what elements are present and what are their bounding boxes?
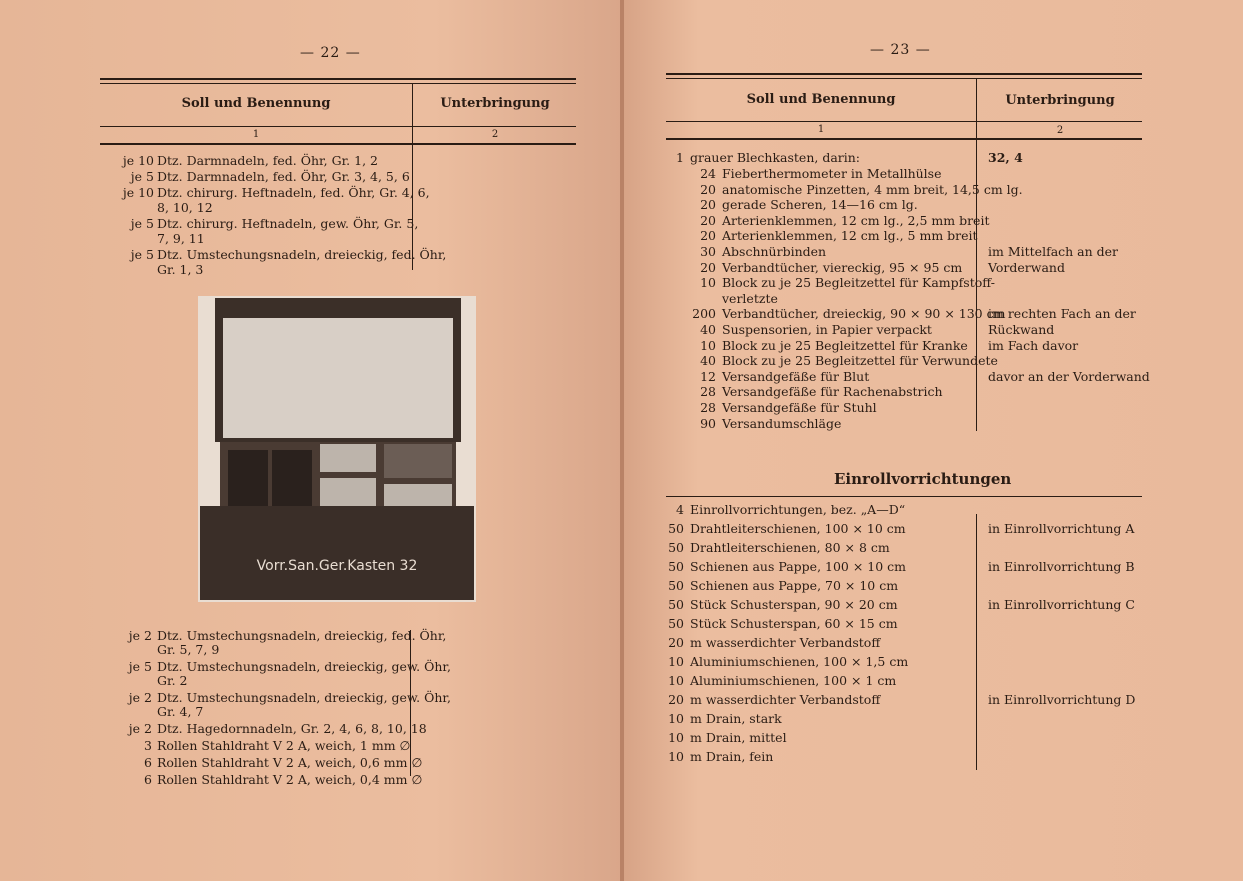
box-label: Vorr.San.Ger.Kasten 32 — [256, 558, 418, 574]
column-header-2: Unterbringung — [440, 96, 550, 111]
item-text: m wasserdichter Verbandstoff — [690, 692, 881, 707]
item-text: Stück Schusterspan, 60 × 15 cm — [690, 616, 898, 631]
item-text: Schienen aus Pappe, 100 × 10 cm — [690, 559, 907, 574]
item-text: Einrollvorrichtungen, bez. „A—D“ — [690, 502, 906, 517]
section-title: Einrollvorrichtungen — [834, 470, 1012, 488]
header-top-rule — [666, 73, 1142, 75]
item-quantity: 28 — [700, 400, 716, 415]
item-text: Dtz. Umstechungsnadeln, dreieckig, fed. Öhr, — [157, 247, 447, 262]
item-place: Rückwand — [988, 322, 1055, 337]
item-text: Gr. 2 — [157, 673, 188, 688]
intro-place: 32, 4 — [988, 150, 1023, 165]
header-mid-rule — [100, 126, 576, 127]
item-text: Schienen aus Pappe, 70 × 10 cm — [690, 578, 899, 593]
column-header-1: Soll und Benennung — [181, 96, 331, 111]
item-text: Gr. 4, 7 — [157, 704, 204, 719]
item-quantity: 10 — [668, 711, 684, 726]
item-text: Abschnürbinden — [722, 244, 827, 259]
item-quantity: 10 — [668, 673, 684, 688]
column-header-2: Unterbringung — [1005, 93, 1115, 108]
item-quantity: 10 — [668, 749, 684, 764]
item-place: im Mittelfach an der — [988, 244, 1119, 259]
item-text: Verbandtücher, dreieckig, 90 × 90 × 130 cm — [722, 306, 1006, 322]
item-quantity: je 2 — [128, 690, 152, 705]
item-text: anatomische Pinzetten, 4 mm breit, 14,5 cm lg. — [722, 181, 1023, 197]
section-column-divider — [976, 514, 977, 770]
column-number-2: 2 — [491, 129, 499, 140]
item-text: 8, 10, 12 — [157, 200, 213, 215]
item-place: davor an der Vorderwand — [988, 368, 1150, 384]
item-place: im rechten Fach an der — [988, 306, 1136, 322]
section-rule — [666, 496, 1142, 497]
right-page — [624, 0, 1243, 881]
item-text: Verbandtücher, viereckig, 95 × 95 cm — [722, 259, 963, 275]
item-text: Versandgefäße für Stuhl — [722, 400, 877, 415]
column-divider — [412, 84, 413, 270]
item-text: Rollen Stahldraht V 2 A, weich, 1 mm ∅ — [157, 738, 411, 753]
item-text: Dtz. Darmnadeln, fed. Öhr, Gr. 1, 2 — [157, 153, 378, 168]
item-text: Gr. 5, 7, 9 — [157, 642, 220, 657]
item-quantity: 10 — [668, 654, 684, 669]
item-text: Drahtleiterschienen, 100 × 10 cm — [690, 521, 906, 536]
column-divider — [976, 79, 977, 431]
instrument-box-photo — [198, 296, 476, 602]
column-header-1: Soll und Benennung — [746, 92, 896, 107]
item-text: Arterienklemmen, 12 cm lg., 2,5 mm breit — [722, 212, 990, 228]
item-quantity: 50 — [668, 540, 684, 555]
item-text: 7, 9, 11 — [157, 231, 205, 246]
item-quantity: je 5 — [130, 216, 154, 231]
item-text: Rollen Stahldraht V 2 A, weich, 0,6 mm ∅ — [157, 755, 423, 770]
box-interior — [220, 442, 456, 512]
intro-quantity: 1 — [676, 150, 684, 165]
item-quantity: 20 — [668, 692, 684, 707]
item-text: m Drain, mittel — [690, 730, 787, 745]
item-quantity: 12 — [700, 368, 716, 384]
item-text: m Drain, stark — [690, 711, 782, 726]
item-text: Drahtleiterschienen, 80 × 8 cm — [690, 540, 890, 555]
box-lid — [215, 298, 461, 442]
item-place: in Einrollvorrichtung D — [988, 692, 1136, 707]
column-number-1: 1 — [252, 129, 260, 140]
item-quantity: 4 — [676, 502, 684, 517]
item-text: Versandumschläge — [722, 415, 842, 431]
item-text: Dtz. Hagedornnadeln, Gr. 2, 4, 6, 8, 10, 18 — [157, 721, 427, 736]
column-number-2: 2 — [1056, 125, 1064, 136]
item-quantity: je 5 — [130, 169, 154, 184]
item-text: Fieberthermometer in Metallhülse — [722, 166, 942, 181]
item-quantity: 10 — [668, 730, 684, 745]
item-text: Arterienklemmen, 12 cm lg., 5 mm breit — [722, 228, 978, 244]
column-number-1: 1 — [817, 124, 825, 135]
item-quantity: 20 — [700, 197, 716, 213]
item-quantity: 200 — [692, 306, 716, 322]
item-quantity: 28 — [700, 384, 716, 400]
item-quantity: 20 — [700, 228, 716, 244]
item-text: Dtz. chirurg. Heftnadeln, gew. Öhr, Gr. 5, — [157, 216, 419, 231]
item-text: gerade Scheren, 14—16 cm lg. — [722, 197, 918, 213]
item-place: Vorderwand — [988, 259, 1065, 275]
header-bottom-rule — [666, 138, 1142, 140]
intro-text: grauer Blechkasten, darin: — [690, 150, 861, 165]
box-front — [200, 506, 474, 600]
item-text: Block zu je 25 Begleitzettel für Verwundete — [722, 353, 998, 369]
item-text: Versandgefäße für Blut — [722, 368, 870, 384]
item-text: Suspensorien, in Papier verpackt — [722, 322, 932, 337]
item-text: Dtz. chirurg. Heftnadeln, fed. Öhr, Gr. 4, 6, — [157, 185, 430, 200]
item-quantity: 20 — [700, 181, 716, 197]
item-quantity: 24 — [700, 166, 716, 181]
item-quantity: 90 — [700, 415, 716, 431]
item-text: verletzte — [722, 290, 778, 306]
item-quantity: je 5 — [128, 659, 152, 674]
item-place: in Einrollvorrichtung B — [988, 559, 1135, 574]
header-top-rule — [100, 78, 576, 80]
item-text: Block zu je 25 Begleitzettel für Kampfstoff- — [722, 275, 995, 291]
item-quantity: 40 — [700, 353, 716, 369]
header-bottom-rule — [100, 143, 576, 145]
item-quantity: 3 — [144, 738, 152, 753]
item-text: Aluminiumschienen, 100 × 1 cm — [690, 673, 897, 688]
item-text: Dtz. Umstechungsnadeln, dreieckig, gew. Öhr, — [157, 659, 451, 674]
item-quantity: je 5 — [130, 247, 154, 262]
item-quantity: 30 — [700, 244, 716, 259]
item-quantity: 50 — [668, 597, 684, 612]
item-quantity: 6 — [144, 755, 152, 770]
item-quantity: je 2 — [128, 628, 152, 643]
item-text: Versandgefäße für Rachenabstrich — [722, 384, 943, 400]
item-quantity: je 10 — [122, 153, 154, 168]
item-text: m wasserdichter Verbandstoff — [690, 635, 881, 650]
item-quantity: 50 — [668, 578, 684, 593]
item-quantity: 50 — [668, 559, 684, 574]
item-text: Block zu je 25 Begleitzettel für Kranke — [722, 337, 968, 353]
item-text: Gr. 1, 3 — [157, 262, 204, 277]
item-text: Rollen Stahldraht V 2 A, weich, 0,4 mm ∅ — [157, 772, 423, 787]
item-quantity: 10 — [700, 337, 716, 353]
item-text: Stück Schusterspan, 90 × 20 cm — [690, 597, 898, 612]
item-quantity: je 10 — [122, 185, 154, 200]
item-place: in Einrollvorrichtung C — [988, 597, 1135, 612]
item-quantity: 20 — [700, 212, 716, 228]
item-text: Dtz. Darmnadeln, fed. Öhr, Gr. 3, 4, 5, 6 — [157, 169, 410, 184]
item-quantity: 6 — [144, 772, 152, 787]
item-quantity: je 2 — [128, 721, 152, 736]
item-quantity: 40 — [700, 322, 716, 337]
item-text: Dtz. Umstechungsnadeln, dreieckig, gew. Öhr, — [157, 690, 451, 705]
item-text: m Drain, fein — [690, 749, 774, 764]
item-quantity: 50 — [668, 521, 684, 536]
page-number: — 22 — — [300, 45, 361, 61]
item-place: im Fach davor — [988, 337, 1079, 353]
header-top-rule-thin — [666, 78, 1142, 79]
item-text: Dtz. Umstechungsnadeln, dreieckig, fed. Öhr, — [157, 628, 447, 643]
item-quantity: 10 — [700, 275, 716, 291]
item-quantity: 20 — [668, 635, 684, 650]
item-quantity: 20 — [700, 259, 716, 275]
header-top-rule-thin — [100, 83, 576, 84]
item-place: in Einrollvorrichtung A — [988, 521, 1135, 536]
header-mid-rule — [666, 121, 1142, 122]
item-quantity: 50 — [668, 616, 684, 631]
page-number: — 23 — — [870, 42, 931, 58]
item-text: Aluminiumschienen, 100 × 1,5 cm — [690, 654, 909, 669]
